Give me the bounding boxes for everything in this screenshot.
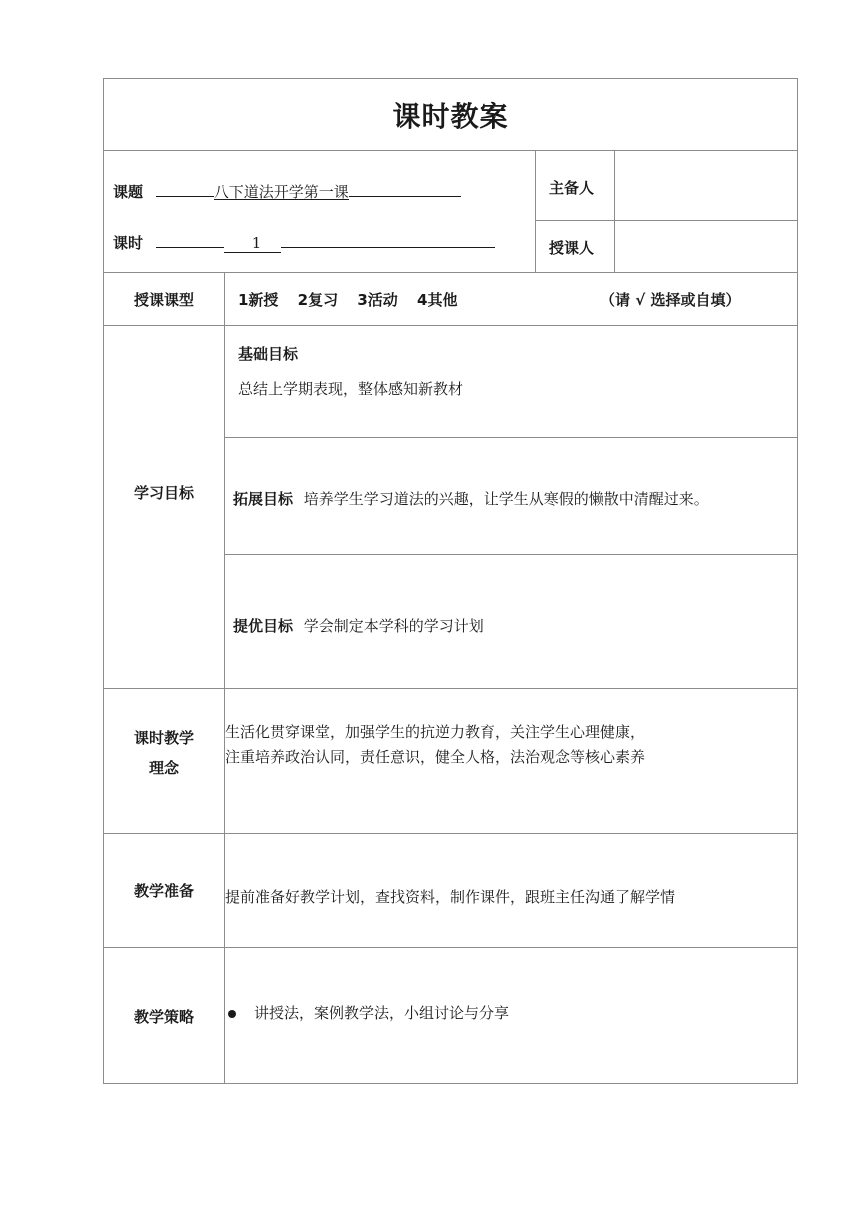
extended-objective-label: 拓展目标 bbox=[233, 490, 294, 508]
extended-objective bbox=[233, 488, 709, 509]
strategy-item bbox=[228, 1002, 509, 1023]
advanced-objective bbox=[233, 615, 484, 636]
option-new[interactable]: 1新授 bbox=[238, 291, 279, 309]
philosophy-section bbox=[104, 688, 797, 833]
philosophy-line2: 注重培养政治认同，责任意识，健全人格，法治观念等核心素养 bbox=[225, 748, 646, 766]
topic-row bbox=[113, 178, 461, 202]
lesson-type-hint: （请 √ 选择或自填） bbox=[600, 291, 741, 309]
preparer-label: 主备人 bbox=[549, 179, 595, 197]
option-activity[interactable]: 3活动 bbox=[357, 291, 398, 309]
advanced-objective-text: 学会制定本学科的学习计划 bbox=[303, 617, 484, 635]
strategy-label: 教学策略 bbox=[133, 1007, 194, 1026]
teacher-label: 授课人 bbox=[549, 239, 595, 257]
philosophy-label-line2: 理念 bbox=[148, 759, 179, 777]
lesson-plan-table bbox=[103, 78, 798, 1084]
extended-objective-text: 培养学生学习道法的兴趣，让学生从寒假的懒散中清醒过来。 bbox=[303, 490, 709, 508]
preparation-section bbox=[104, 833, 797, 947]
philosophy-label-line1: 课时教学 bbox=[133, 729, 194, 747]
lesson-type-options bbox=[238, 289, 457, 310]
basic-objective-label: 基础目标 bbox=[238, 345, 299, 363]
philosophy-label bbox=[104, 701, 224, 805]
strategy-section bbox=[104, 947, 797, 1084]
strategy-item-text: 讲授法，案例教学法，小组讨论与分享 bbox=[254, 1004, 510, 1022]
lesson-type-label: 授课课型 bbox=[133, 290, 194, 309]
topic-label: 课题 bbox=[113, 183, 144, 201]
advanced-objective-label: 提优目标 bbox=[233, 617, 294, 635]
preparation-label: 教学准备 bbox=[133, 882, 194, 900]
period-label: 课时 bbox=[113, 234, 144, 252]
basic-objective-text: 总结上学期表现，整体感知新教材 bbox=[238, 380, 464, 398]
period-value: 1 bbox=[224, 234, 282, 253]
option-review[interactable]: 2复习 bbox=[297, 291, 339, 309]
preparation-text: 提前准备好教学计划，查找资料，制作课件，跟班主任沟通了解学情 bbox=[225, 888, 676, 906]
objectives-label: 学习目标 bbox=[133, 483, 194, 502]
option-other[interactable]: 4其他 bbox=[417, 291, 458, 309]
period-row bbox=[113, 229, 495, 253]
header-section bbox=[104, 150, 797, 272]
bullet-icon bbox=[228, 1010, 236, 1018]
topic-value: 八下道法开学第一课 bbox=[213, 183, 349, 201]
objectives-section bbox=[104, 325, 797, 688]
page-title: 课时教案 bbox=[392, 99, 509, 133]
philosophy-line1: 生活化贯穿课堂，加强学生的抗逆力教育，关注学生心理健康， bbox=[225, 723, 646, 741]
lesson-type-row bbox=[104, 272, 797, 325]
